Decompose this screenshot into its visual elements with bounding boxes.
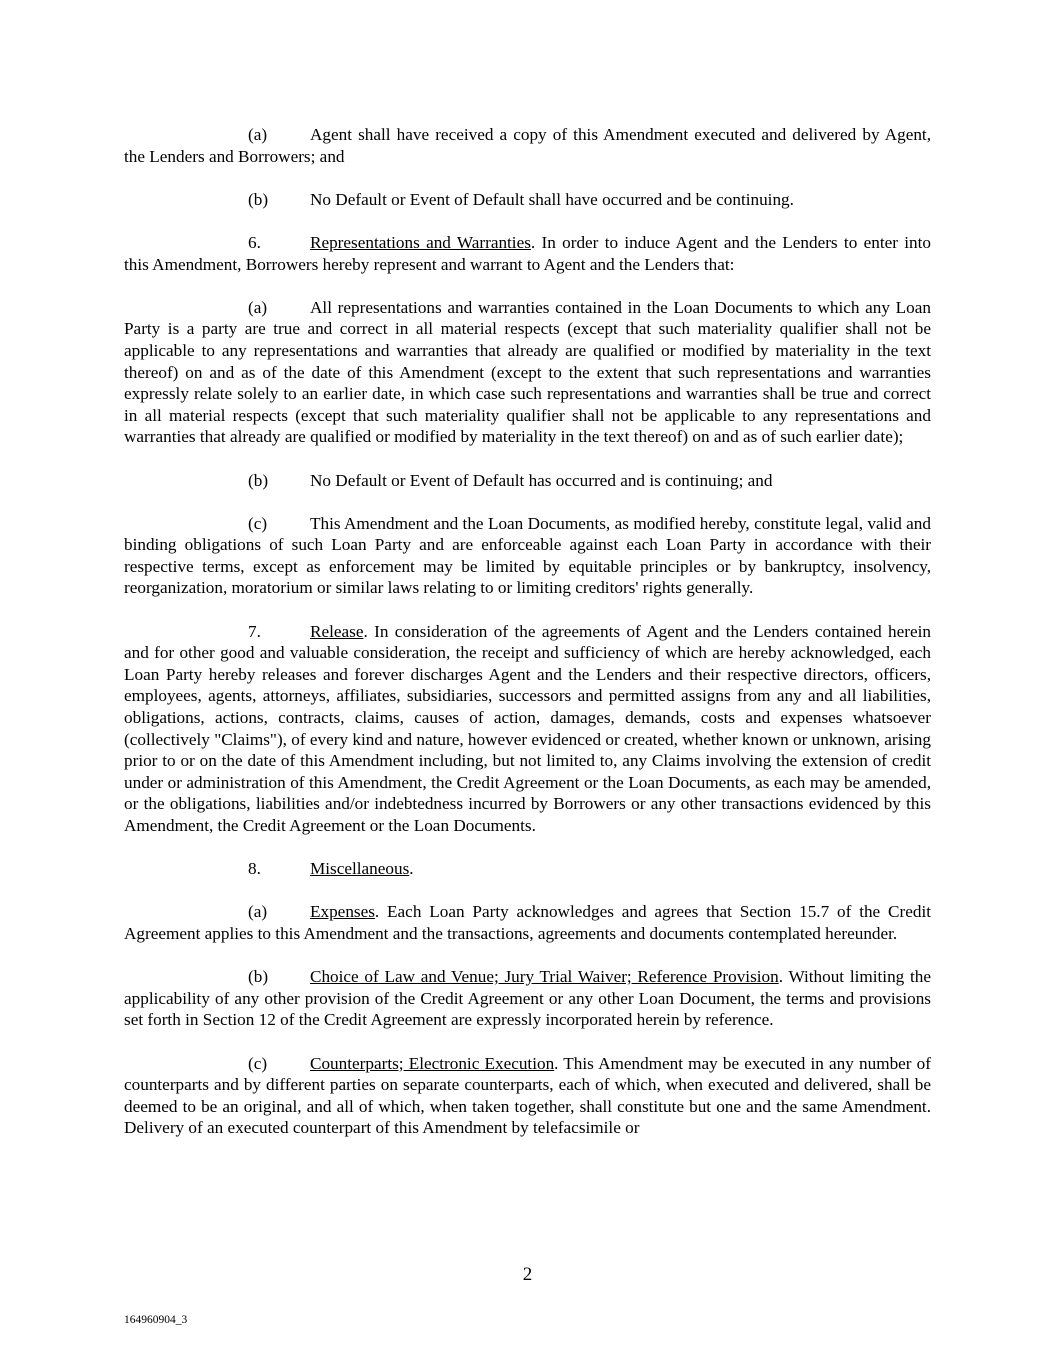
misc-c-counterparts xyxy=(124,1053,931,1139)
section-7-release xyxy=(124,621,931,837)
subsection-heading: Counterparts; Electronic Execution xyxy=(310,1053,555,1073)
para-text: . This Amendment may be executed in any number of counterparts and by different parties on separate counterparts, each of which, when executed and delivered, shall be deemed to be an original, and all of which, when taken together, shall constitute but one and the same Amendment. Delivery of an executed counterpart of this Amendment by telefacsimile or xyxy=(124,1053,931,1138)
section-6-representations xyxy=(124,232,931,275)
para-label: (a) xyxy=(248,902,268,922)
section-heading: Representations and Warranties xyxy=(310,232,531,252)
para-text: . In consideration of the agreements of Agent and the Lenders contained herein and for other good and valuable consideration, the receipt and sufficiency of which are hereby acknowledged, each Loan Party hereby releases and forever discharges Agent and the Lenders and their respective directors, officers, employees, agents, attorneys, affiliates, subsidiaries, successors and permitted assigns from any and all liabilities, obligations, actions, contracts, claims, causes of action, damages, demands, costs and expenses whatsoever (collectively "Claims"), of every kind and nature, however evidenced or created, whether known or unknown, arising prior to or on the date of this Amendment including, but not limited to, any Claims involving the extension of credit under or administration of this Amendment, the Credit Agreement or the Loan Documents, as each may be amended, or the obligations, liabilities and/or indebtedness incurred by Borrowers or any other transactions evidenced by this Amendment, the Credit Agreement or the Loan Documents. xyxy=(124,621,931,835)
subsection-heading: Expenses xyxy=(310,902,375,922)
condition-b xyxy=(124,189,931,211)
para-label: (a) xyxy=(248,125,268,144)
para-label: (c) xyxy=(248,1053,268,1073)
representation-c xyxy=(124,513,931,599)
para-text: . xyxy=(409,859,414,879)
para-text: No Default or Event of Default has occurred and is continuing; and xyxy=(310,470,773,490)
section-8-miscellaneous xyxy=(124,858,931,880)
para-text: . In order to induce Agent and the Lenders to enter into this Amendment, Borrowers hereby represent and warrant to Agent and the Lenders that: xyxy=(124,232,931,274)
para-label: (c) xyxy=(248,513,268,533)
para-label: (a) xyxy=(248,297,268,317)
para-text: This Amendment and the Loan Documents, as modified hereby, constitute legal, valid and binding obligations of such Loan Party and are enforceable against each Loan Party in accordance with their respective terms, except as enforcement may be limited by equitable principles or by bankruptcy, insolvency, reorganization, moratorium or similar laws relating to or limiting creditors' rights generally. xyxy=(124,513,931,598)
para-text: . Without limiting the applicability of any other provision of the Credit Agreement or any other Loan Document, the terms and provisions set forth in Section 12 of the Credit Agreement are expressly incorporated herein by reference. xyxy=(124,967,931,1030)
document-id: 164960904_3 xyxy=(124,1314,188,1326)
section-number: 6. xyxy=(248,232,261,252)
document-body xyxy=(124,124,931,1161)
condition-a xyxy=(124,124,931,167)
para-text: . Each Loan Party acknowledges and agrees that Section 15.7 of the Credit Agreement applies to this Amendment and the transactions, agreements and documents contemplated hereunder. xyxy=(124,902,931,943)
para-text: Agent shall have received a copy of this Amendment executed and delivered by Agent, the Lenders and Borrowers; and xyxy=(124,125,931,166)
section-heading: Release xyxy=(310,621,364,641)
para-label: (b) xyxy=(248,189,269,209)
section-number: 8. xyxy=(248,859,261,879)
representation-a xyxy=(124,297,931,448)
para-label: (b) xyxy=(248,967,269,987)
misc-a-expenses xyxy=(124,901,931,944)
misc-b-choice-of-law xyxy=(124,966,931,1031)
para-text: No Default or Event of Default shall have occurred and be continuing. xyxy=(310,189,794,209)
subsection-heading: Choice of Law and Venue; Jury Trial Waiver; Reference Provision xyxy=(310,967,779,987)
section-heading: Miscellaneous xyxy=(310,859,410,879)
para-text: All representations and warranties contained in the Loan Documents to which any Loan Party is a party are true and correct in all material respects (except that such materiality qualifier shall not be applicable to any representations and warranties that already are qualified or modified by materiality in the text thereof) on and as of the date of this Amendment (except to the extent that such representations and warranties expressly relate solely to an earlier date, in which case such representations and warranties shall be true and correct in all material respects (except that such materiality qualifier shall not be applicable to any representations and warranties that already are qualified or modified by materiality in the text thereof) on and as of such earlier date); xyxy=(124,297,931,447)
section-number: 7. xyxy=(248,621,261,641)
page-number: 2 xyxy=(522,1264,533,1285)
para-label: (b) xyxy=(248,470,269,490)
representation-b xyxy=(124,470,931,492)
